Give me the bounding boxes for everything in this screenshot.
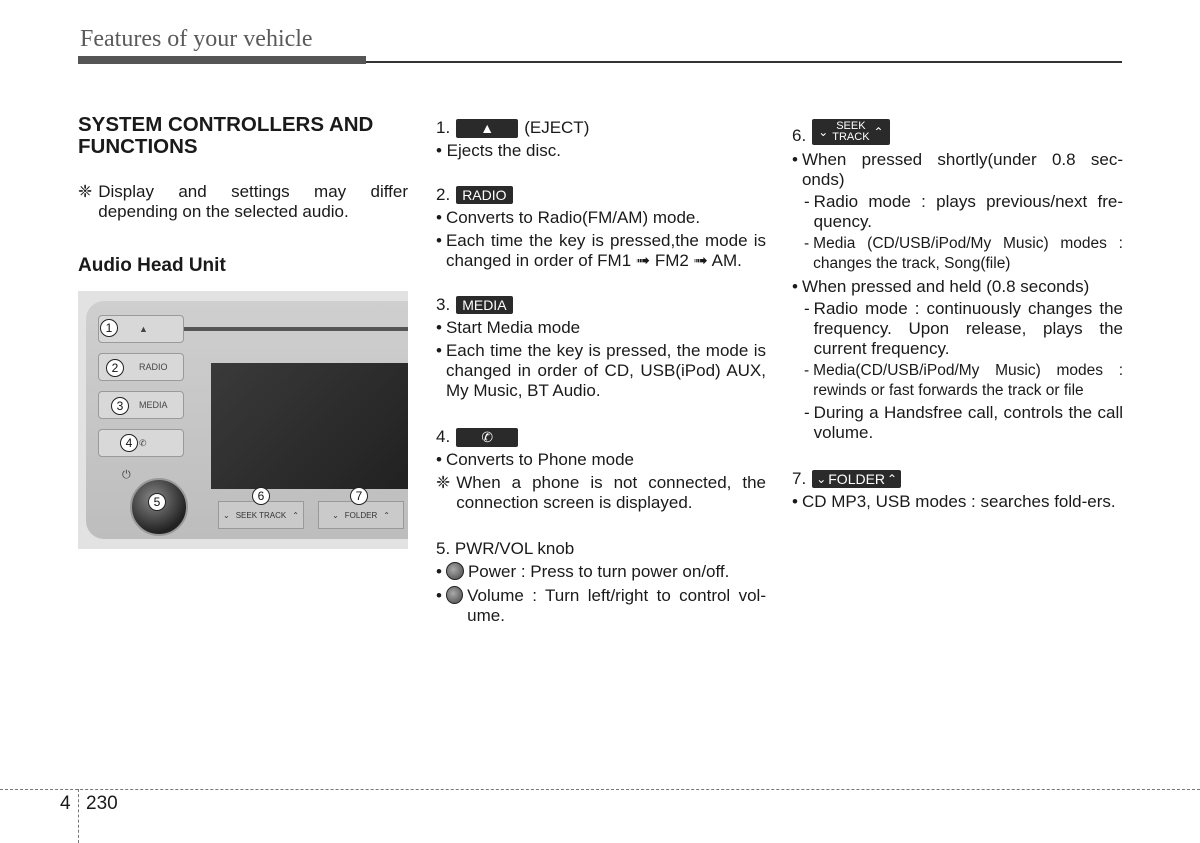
- display-note: [78, 182, 408, 222]
- footer-divider: [78, 789, 79, 843]
- item-4-heading: [436, 427, 766, 447]
- section-title: SYSTEM CONTROLLERS AND FUNCTIONS: [78, 113, 374, 158]
- callout-5: 5: [148, 493, 166, 511]
- audio-head-unit-illustration: [78, 291, 408, 549]
- callout-4: 4: [120, 434, 138, 452]
- footer-rule: [0, 789, 1200, 790]
- item-6-bullet-1: • When pressed shortly(under 0.8 sec-onds): [792, 150, 1123, 189]
- item-3-bullet-1: • Start Media mode: [436, 318, 581, 337]
- power-icon: ⏻: [122, 469, 131, 481]
- device-seek-label: SEEK TRACK: [235, 510, 287, 520]
- knob-icon: [446, 586, 463, 604]
- item-6-dash-3: - Radio mode : continuously changes the frequency. Upon release, plays the current frequency.: [804, 299, 1123, 358]
- item-4-note: ❈ When a phone is not connected, the connection screen is displayed.: [436, 473, 766, 512]
- subsection-title: Audio Head Unit: [78, 255, 226, 276]
- device-screen: [211, 363, 408, 489]
- item-7-bullet: • CD MP3, USB modes : searches fold-ers.: [792, 492, 1116, 511]
- item-4-bullet: • Converts to Phone mode: [436, 450, 635, 469]
- chevron-up-icon: ⌃: [887, 472, 898, 486]
- item-5-bullet-1: • Power : Press to turn power on/off.: [436, 562, 730, 581]
- column-middle: [436, 118, 766, 626]
- column-right: [792, 118, 1123, 512]
- chapter-number: 4: [60, 793, 71, 814]
- chevron-up-icon: ⌃: [873, 125, 884, 139]
- item-2-heading: [436, 185, 766, 205]
- item-3-number: 3.: [436, 295, 451, 314]
- callout-7: 7: [350, 487, 368, 505]
- device-folder-label: FOLDER: [344, 510, 378, 520]
- item-3-heading: [436, 295, 766, 315]
- item-7-heading: [792, 469, 1123, 489]
- chevron-down-icon: ⌄: [818, 125, 829, 139]
- item-4-number: 4.: [436, 427, 451, 446]
- page-header-title: Features of your vehicle: [80, 26, 313, 52]
- item-6-dash-5: - During a Handsfree call, controls the call volume.: [804, 403, 1123, 442]
- column-left: [78, 114, 408, 276]
- item-6-dash-4: - Media(CD/USB/iPod/My Music) modes : rewinds or fast forwards the track or file: [804, 362, 1123, 399]
- note-mark-icon: ❈: [78, 182, 93, 201]
- eject-key-icon: ▲: [456, 119, 518, 138]
- callout-6: 6: [252, 487, 270, 505]
- item-5-title: 5. PWR/VOL knob: [436, 539, 575, 558]
- item-6-dash-2: - Media (CD/USB/iPod/My Music) modes : changes the track, Song(file): [804, 235, 1123, 272]
- page-number: 230: [86, 793, 118, 814]
- device-radio-label: RADIO: [139, 362, 168, 372]
- callout-2: 2: [106, 359, 124, 377]
- item-1-bullet: • Ejects the disc.: [436, 141, 562, 160]
- phone-icon: ✆: [139, 437, 147, 448]
- note-text: Display and settings may differ depending on the selected audio.: [98, 182, 408, 221]
- item-1-number: 1.: [436, 118, 451, 137]
- folder-key: ⌄ FOLDER ⌃: [812, 470, 901, 488]
- item-2-number: 2.: [436, 185, 451, 204]
- note-mark-icon: ❈: [436, 473, 451, 492]
- item-6-number: 6.: [792, 126, 807, 145]
- device-media-label: MEDIA: [139, 400, 168, 410]
- device-seek-track-key: ⌄ SEEK TRACK ⌃: [218, 501, 304, 529]
- item-6-heading: [792, 118, 1123, 146]
- item-6-bullet-2: • When pressed and held (0.8 seconds): [792, 277, 1090, 296]
- chevron-down-icon: ⌄: [816, 472, 827, 486]
- radio-key: RADIO: [456, 186, 512, 204]
- item-3-bullet-2: • Each time the key is pressed, the mode is changed in order of CD, USB(iPod) AUX, My Music, BT Audio.: [436, 341, 766, 400]
- item-6-dash-1: - Radio mode : plays previous/next fre-quency.: [804, 192, 1123, 231]
- item-1-heading: [436, 118, 766, 138]
- item-2-bullet-2: • Each time the key is pressed,the mode is changed in order of FM1 ➟ FM2 ➟ AM.: [436, 231, 766, 270]
- knob-icon: [446, 562, 464, 580]
- device-phone-button: [98, 429, 184, 457]
- disc-slot: [174, 327, 408, 331]
- item-1-label: (EJECT): [524, 118, 590, 137]
- callout-1: 1: [100, 319, 118, 337]
- item-7-number: 7.: [792, 469, 807, 488]
- item-5-bullet-2: • Volume : Turn left/right to control vol-ume.: [436, 586, 766, 625]
- header-rule-thin: [366, 61, 1122, 63]
- item-2-bullet-1: • Converts to Radio(FM/AM) mode.: [436, 208, 701, 227]
- device-folder-key: ⌄ FOLDER ⌃: [318, 501, 404, 529]
- callout-3: 3: [111, 397, 129, 415]
- header-rule-thick: [78, 56, 366, 64]
- phone-key-icon: ✆: [456, 428, 518, 447]
- seek-track-key: ⌄ SEEK TRACK ⌃: [812, 119, 889, 145]
- media-key: MEDIA: [456, 296, 512, 314]
- eject-icon: ▲: [139, 324, 148, 334]
